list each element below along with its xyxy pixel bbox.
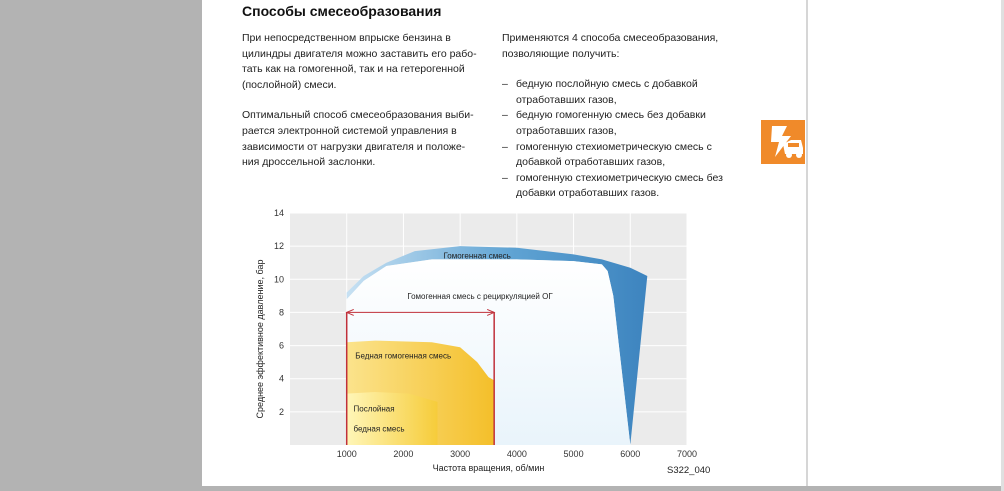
car-lightning-icon-graphic [761,120,805,164]
x-axis-label: Частота вращения, об/мин [432,463,545,473]
right-column-text [502,31,742,202]
x-tick-label: 4000 [506,449,527,459]
text-line: отработавших газов, [516,124,617,137]
y-tick-label: 14 [273,208,284,218]
text-line: бедную послойную смесь с добавкой [516,78,698,91]
bullet-dash: – [502,140,508,153]
bullet-dash: – [502,78,508,91]
y-tick-label: 12 [273,241,284,252]
left-gray-margin [0,0,202,491]
list-item [502,171,742,202]
text-line: (послойной) смеси. [242,78,337,91]
text-line: отработавших газов, [516,93,617,106]
x-tick-label: 7000 [676,449,698,459]
region-label-stratified-line2: бедная смесь [353,424,405,434]
y-axis-label: Среднее эффективное давление, бар [255,259,265,419]
mixture-formation-chart [250,200,730,482]
text-line: бедную гомогенную смесь без добавки [516,109,706,122]
text-line: Применяются 4 способа смесеобразования, [502,32,719,44]
list-intro [502,31,742,62]
region-label-lean-homogeneous: Бедная гомогенная смесь [355,351,452,361]
bottom-gray-strip [0,486,1004,491]
y-tick-label: 2 [278,406,284,417]
x-tick-label: 3000 [450,449,471,459]
figure-id: S322_040 [667,465,711,476]
left-column-text [242,31,482,186]
text-line: ния дроссельной заслонки. [242,156,376,169]
y-tick-label: 4 [278,373,284,384]
text-line: При непосредственном впрыске бензина в [242,32,451,44]
page-title: Способы смесеобразования [242,3,442,19]
x-tick-label: 5000 [563,449,584,459]
list-item [502,140,742,171]
region-stratified-lean [347,392,438,445]
text-line: добавки отработавших газов. [516,187,660,200]
text-line: зависимости от нагрузки двигателя и положе- [242,140,466,153]
y-tick-label: 6 [278,340,284,351]
text-line: рается электронной системой управления в [242,124,457,137]
text-line: гомогенную стехиометрическую смесь без [516,171,723,184]
x-tick-label: 2000 [393,449,414,459]
region-label-stratified-line1: Послойная [353,404,395,414]
list-item [502,77,742,108]
paragraph-direct-injection [242,31,482,93]
text-line: тать как на гомогенной, так и на гетерогенной [242,63,465,76]
region-label-homogeneous-egr: Гомогенная смесь с рециркуляцией ОГ [407,291,553,301]
x-tick-label: 1000 [336,449,357,459]
text-line: цилиндры двигателя можно заставить его рабо- [242,47,477,60]
y-tick-label: 8 [278,307,284,318]
chart-canvas [250,200,730,482]
text-line: позволяющие получить: [502,47,620,60]
region-label-homogeneous: Гомогенная смесь [443,251,511,261]
bullet-dash: – [502,109,508,122]
page-edge [806,0,808,491]
y-tick-label: 10 [273,274,284,285]
text-line: Оптимальный способ смесеобразования выби- [242,109,474,122]
text-line: гомогенную стехиометрическую смесь с [516,140,712,153]
car-lightning-icon [761,120,805,164]
x-tick-label: 6000 [620,449,641,459]
text-line: добавкой отработавших газов, [516,156,666,169]
list-item [502,108,742,139]
bullet-dash: – [502,171,508,184]
paragraph-optimal-method [242,108,482,170]
